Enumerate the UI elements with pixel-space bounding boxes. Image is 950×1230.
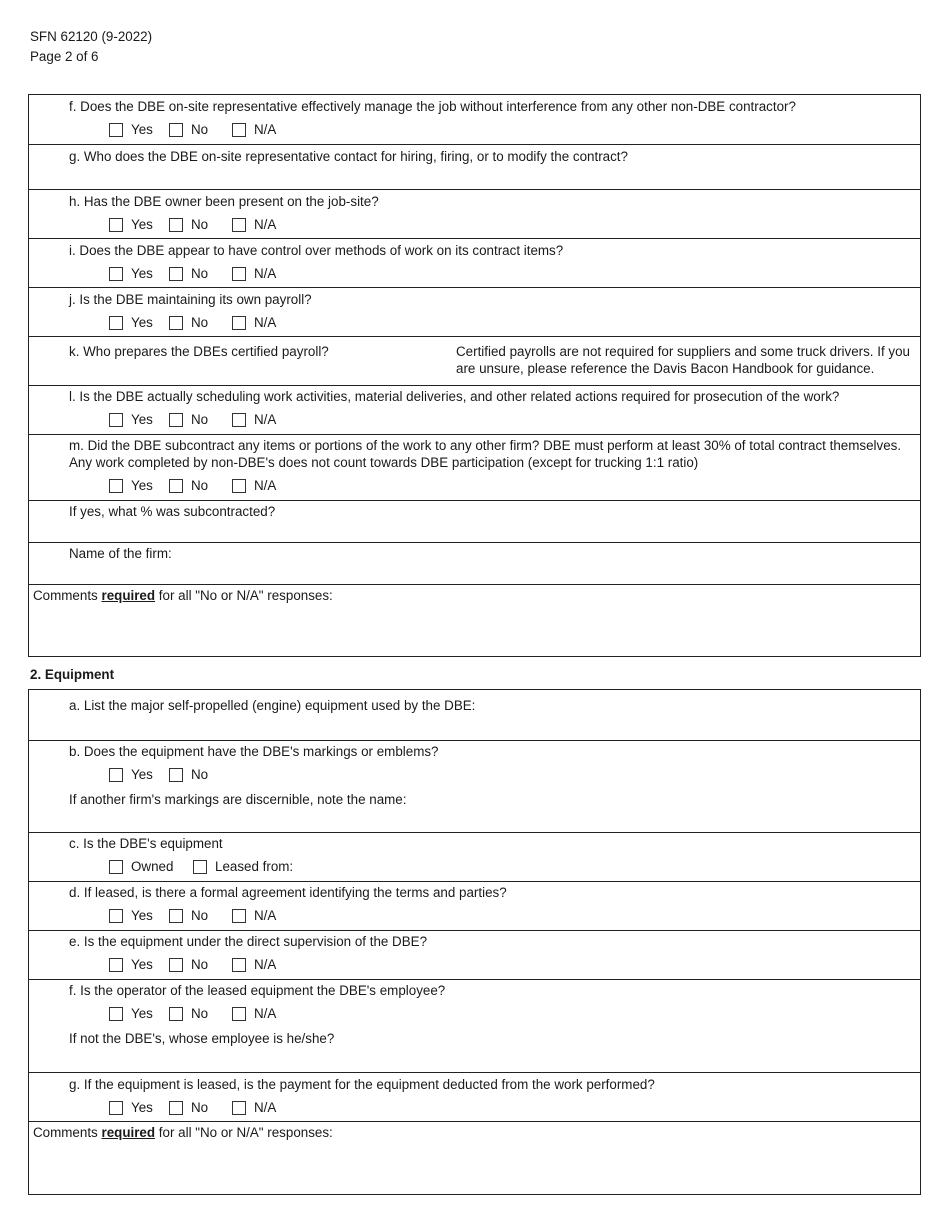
yes-checkbox[interactable] [109, 123, 123, 137]
question-row-k[interactable] [29, 336, 920, 386]
owned-label: Owned [131, 859, 174, 874]
na-label: N/A [254, 412, 277, 427]
na-label: N/A [254, 217, 277, 232]
yes-checkbox[interactable] [109, 267, 123, 281]
comments-label: Comments required for all "No or N/A" responses: [33, 588, 333, 603]
yes-label: Yes [131, 1006, 153, 1021]
other-firm-markings-label: If another firm's markings are discernible, note the name: [69, 792, 407, 807]
yes-checkbox[interactable] [109, 768, 123, 782]
operator-employer-label: If not the DBE's, whose employee is he/she? [69, 1031, 335, 1046]
na-label: N/A [254, 957, 277, 972]
equipment-row-c [29, 832, 920, 882]
equipment-question-d: d. If leased, is there a formal agreement identifying the terms and parties? [69, 885, 507, 900]
yes-label: Yes [131, 217, 153, 232]
no-checkbox[interactable] [169, 909, 183, 923]
no-label: No [191, 315, 209, 330]
no-checkbox[interactable] [169, 1101, 183, 1115]
na-label: N/A [254, 478, 277, 493]
yes-checkbox[interactable] [109, 1007, 123, 1021]
subcontract-percent-label: If yes, what % was subcontracted? [69, 504, 276, 519]
equipment-comments-row[interactable] [29, 1121, 920, 1196]
no-label: No [191, 957, 209, 972]
equipment-row-g [29, 1072, 920, 1122]
yes-checkbox[interactable] [109, 479, 123, 493]
na-checkbox[interactable] [232, 218, 246, 232]
question-f: f. Does the DBE on-site representative effectively manage the job without interference from any other non-DBE contractor? [69, 99, 796, 114]
no-label: No [191, 767, 209, 782]
leased-label: Leased from: [215, 859, 294, 874]
no-label: No [191, 1006, 209, 1021]
na-label: N/A [254, 1100, 277, 1115]
no-checkbox[interactable] [169, 413, 183, 427]
na-checkbox[interactable] [232, 909, 246, 923]
payroll-note: Certified payrolls are not required for suppliers and some truck drivers. If you are unsure, please reference the Davis Bacon Handbook for guidance. [456, 344, 910, 376]
equipment-question-e: e. Is the equipment under the direct supervision of the DBE? [69, 934, 428, 949]
yes-label: Yes [131, 908, 153, 923]
question-row-l [29, 385, 920, 435]
no-checkbox[interactable] [169, 958, 183, 972]
equipment-question-b: b. Does the equipment have the DBE's markings or emblems? [69, 744, 439, 759]
yes-checkbox[interactable] [109, 1101, 123, 1115]
no-checkbox[interactable] [169, 218, 183, 232]
yes-label: Yes [131, 266, 153, 281]
na-checkbox[interactable] [232, 267, 246, 281]
yes-label: Yes [131, 315, 153, 330]
owned-checkbox[interactable] [109, 860, 123, 874]
na-checkbox[interactable] [232, 1007, 246, 1021]
question-l: l. Is the DBE actually scheduling work activities, material deliveries, and other related actions required for prosecution of the work? [69, 389, 840, 404]
na-label: N/A [254, 122, 277, 137]
na-checkbox[interactable] [232, 123, 246, 137]
equipment-row-a[interactable] [29, 690, 920, 740]
no-label: No [191, 1100, 209, 1115]
no-label: No [191, 412, 209, 427]
na-checkbox[interactable] [232, 413, 246, 427]
question-i: i. Does the DBE appear to have control over methods of work on its contract items? [69, 243, 564, 258]
yes-checkbox[interactable] [109, 218, 123, 232]
equipment-question-f: f. Is the operator of the leased equipment the DBE's employee? [69, 983, 446, 998]
section1-table [28, 94, 921, 657]
no-checkbox[interactable] [169, 479, 183, 493]
yes-label: Yes [131, 412, 153, 427]
question-j: j. Is the DBE maintaining its own payroll? [69, 292, 312, 307]
no-label: No [191, 122, 209, 137]
no-label: No [191, 266, 209, 281]
question-row-g[interactable] [29, 144, 920, 190]
no-checkbox[interactable] [169, 267, 183, 281]
no-checkbox[interactable] [169, 768, 183, 782]
equipment-question-c: c. Is the DBE's equipment [69, 836, 223, 851]
equipment-row-f [29, 979, 920, 1073]
no-checkbox[interactable] [169, 316, 183, 330]
no-label: No [191, 217, 209, 232]
equipment-row-b [29, 740, 920, 833]
na-checkbox[interactable] [232, 316, 246, 330]
na-label: N/A [254, 1006, 277, 1021]
question-k: k. Who prepares the DBEs certified payroll? [69, 344, 329, 359]
yes-label: Yes [131, 1100, 153, 1115]
question-row-j [29, 287, 920, 337]
yes-checkbox[interactable] [109, 909, 123, 923]
firm-name-label: Name of the firm: [69, 546, 172, 561]
question-row-h [29, 189, 920, 239]
equipment-question-a: a. List the major self-propelled (engine) equipment used by the DBE: [69, 698, 476, 713]
equipment-row-e [29, 930, 920, 980]
question-row-f [29, 95, 920, 144]
question-h: h. Has the DBE owner been present on the job-site? [69, 194, 379, 209]
yes-checkbox[interactable] [109, 316, 123, 330]
yes-label: Yes [131, 957, 153, 972]
yes-label: Yes [131, 478, 153, 493]
yes-checkbox[interactable] [109, 413, 123, 427]
section-title-equipment: 2. Equipment [30, 667, 115, 682]
na-checkbox[interactable] [232, 479, 246, 493]
na-checkbox[interactable] [232, 1101, 246, 1115]
yes-label: Yes [131, 767, 153, 782]
no-label: No [191, 908, 209, 923]
equipment-table [28, 689, 921, 1195]
no-checkbox[interactable] [169, 1007, 183, 1021]
na-checkbox[interactable] [232, 958, 246, 972]
no-checkbox[interactable] [169, 123, 183, 137]
na-label: N/A [254, 908, 277, 923]
yes-label: Yes [131, 122, 153, 137]
firm-name-row[interactable] [29, 542, 920, 585]
na-label: N/A [254, 315, 277, 330]
question-m: m. Did the DBE subcontract any items or portions of the work to any other firm? DBE must perform at least 30% of total contract themselves. Any work completed by non-DBE's does not count towards DBE participation (except for trucking 1:1 ratio) [69, 438, 902, 470]
leased-checkbox[interactable] [193, 860, 207, 874]
question-row-i [29, 238, 920, 288]
form-number: SFN 62120 (9-2022) [30, 29, 153, 44]
equipment-question-g: g. If the equipment is leased, is the payment for the equipment deducted from the work performed? [69, 1077, 655, 1092]
page-number: Page 2 of 6 [30, 49, 99, 64]
no-label: No [191, 478, 209, 493]
comments-row[interactable] [29, 584, 920, 658]
question-row-m [29, 434, 920, 501]
subcontract-percent-row[interactable] [29, 500, 920, 543]
yes-checkbox[interactable] [109, 958, 123, 972]
equipment-row-d [29, 881, 920, 931]
na-label: N/A [254, 266, 277, 281]
equipment-comments-label: Comments required for all "No or N/A" responses: [33, 1125, 333, 1140]
question-g: g. Who does the DBE on-site representative contact for hiring, firing, or to modify the contract? [69, 149, 628, 164]
